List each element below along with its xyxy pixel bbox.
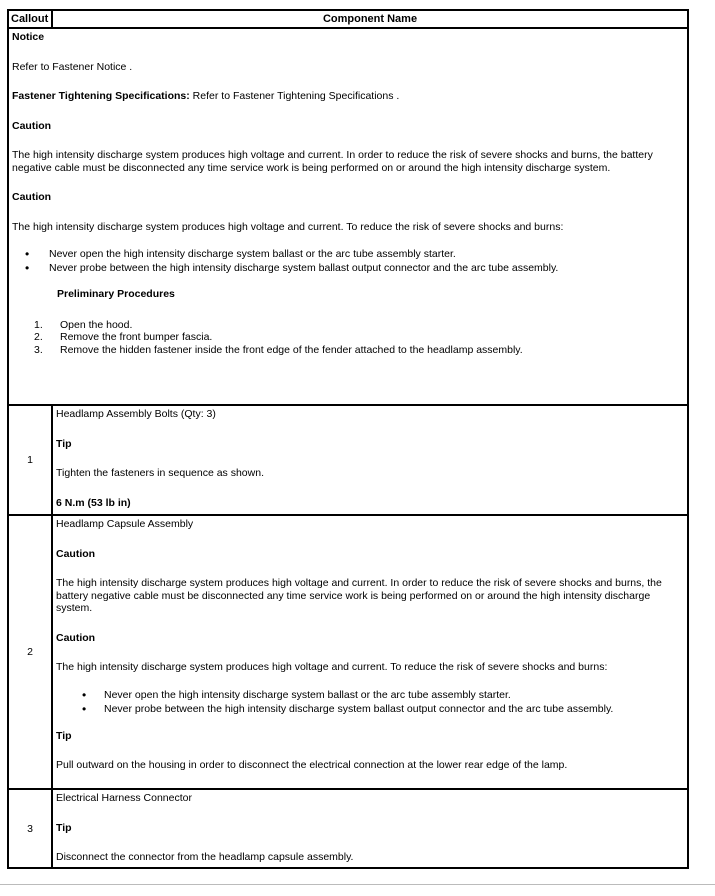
tip-title: Tip	[56, 437, 72, 450]
caution-bullet-list	[12, 247, 684, 275]
table-row	[8, 515, 688, 789]
caution-title: Caution	[56, 631, 96, 644]
caution-text: The high intensity discharge system produces high voltage and current. In order to reduce the risk of severe shocks and burns, the battery negative cable must be disconnected any time service work is being performed on or around the high intensity discharge system.	[56, 577, 662, 614]
caution-bullet-list	[56, 688, 684, 716]
list-item	[34, 343, 684, 357]
caution-title: Caution	[12, 191, 52, 203]
header-component-name: Component Name	[52, 10, 688, 28]
callout-number: 1	[8, 405, 52, 515]
preliminary-procedures-title: Preliminary Procedures	[57, 288, 175, 300]
step-text: Open the hood.	[60, 318, 133, 331]
component-cell	[52, 789, 688, 868]
component-name: Electrical Harness Connector	[56, 792, 192, 804]
tip-text: Tighten the fasteners in sequence as shown.	[56, 467, 264, 479]
list-item: • Never probe between the high intensity discharge system ballast output connector and the arc tube assembly.	[49, 261, 684, 275]
callout-number: 3	[8, 789, 52, 868]
step-number: 1.	[34, 318, 43, 331]
page-bottom-divider	[0, 884, 715, 885]
tip-title: Tip	[56, 729, 72, 742]
component-name: Headlamp Assembly Bolts (Qty: 3)	[56, 408, 216, 420]
list-item	[34, 318, 684, 332]
caution-text: The high intensity discharge system produces high voltage and current. To reduce the risk of severe shocks and burns:	[12, 220, 564, 233]
tip-text: Pull outward on the housing in order to disconnect the electrical connection at the lower rear edge of the lamp.	[56, 759, 568, 771]
table-header-row	[8, 10, 688, 28]
notice-row	[8, 28, 688, 405]
caution-title: Caution	[56, 547, 96, 560]
notice-cell	[8, 28, 688, 405]
component-table	[7, 9, 689, 869]
step-text: Remove the front bumper fascia.	[60, 331, 213, 343]
caution-title: Caution	[12, 119, 52, 132]
step-text: Remove the hidden fastener inside the front edge of the fender attached to the headlamp assembly.	[60, 343, 523, 356]
tip-title: Tip	[56, 821, 72, 834]
component-cell	[52, 405, 688, 515]
table-row	[8, 789, 688, 868]
callout-number: 2	[8, 515, 52, 789]
list-item: • Never open the high intensity discharge system ballast or the arc tube assembly starter.	[104, 688, 684, 702]
fastener-spec-label: Fastener Tightening Specifications:	[12, 90, 190, 102]
fastener-spec	[12, 90, 684, 103]
list-item: • Never probe between the high intensity discharge system ballast output connector and the arc tube assembly.	[104, 702, 684, 716]
caution-text: The high intensity discharge system produces high voltage and current. To reduce the risk of severe shocks and burns:	[56, 661, 608, 673]
table-row	[8, 405, 688, 515]
notice-refer-text: Refer to Fastener Notice .	[12, 60, 133, 73]
torque-spec: 6 N.m (53 lb in)	[56, 496, 131, 509]
list-item: • Never open the high intensity discharge system ballast or the arc tube assembly starter.	[49, 247, 684, 261]
procedure-document	[7, 9, 689, 869]
header-callout: Callout	[8, 10, 52, 28]
component-cell	[52, 515, 688, 789]
step-number: 2.	[34, 331, 43, 343]
tip-text: Disconnect the connector from the headlamp capsule assembly.	[56, 851, 354, 863]
caution-text: The high intensity discharge system produces high voltage and current. In order to reduce the risk of severe shocks and burns, the battery negative cable must be disconnected any time service work is being performed on or around the high intensity discharge system.	[12, 149, 653, 174]
preliminary-steps-list	[12, 319, 684, 357]
list-item	[34, 331, 684, 344]
notice-title: Notice	[12, 31, 45, 43]
fastener-spec-text: Refer to Fastener Tightening Specifications .	[189, 90, 400, 102]
step-number: 3.	[34, 343, 43, 356]
component-name: Headlamp Capsule Assembly	[56, 518, 194, 530]
